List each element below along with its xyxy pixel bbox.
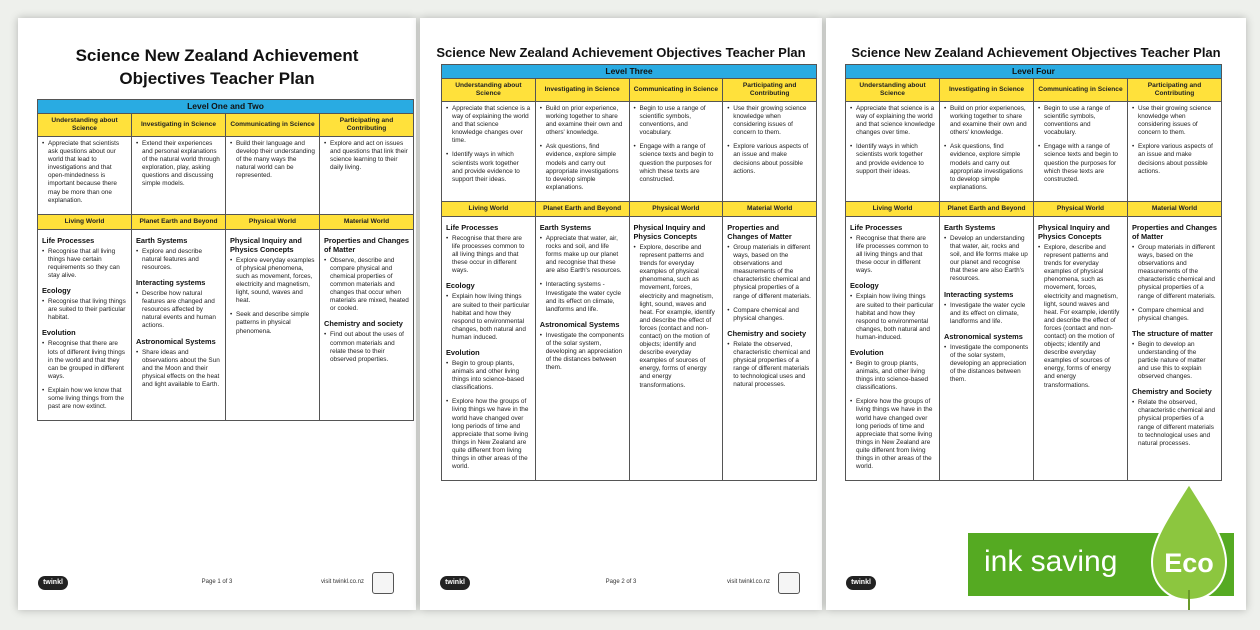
- objective-list: [230, 257, 315, 336]
- objective-item: • Engage with a range of science texts and begin to question the purposes for which these texts are constructed.: [634, 143, 719, 183]
- objective-list: [446, 360, 531, 471]
- objective-item: • Explore, describe and represent patterns and trends for everyday examples of physical phenomena, such as movement, forces, electricity and magnetism, light, sound, waves and heat. For example, identify and describe the effect of forces (contact and non-contact) on the motion of objects; identify and describe everyday examples of sources of energy, forms of energy and energy transformations.: [634, 244, 719, 390]
- level-row: [442, 65, 817, 79]
- page-number: Page 1 of 3: [201, 579, 233, 585]
- website-link: visit twinkl.co.nz: [320, 579, 364, 585]
- objective-item: • Compare chemical and physical changes.: [1132, 307, 1217, 323]
- level-heading: Level One and Two: [38, 100, 414, 114]
- objective-list: [42, 140, 127, 205]
- strand-cell: [1128, 102, 1222, 202]
- world-row: [846, 216, 1222, 480]
- world-cell: [38, 229, 132, 420]
- objective-item: • Recognise that there are life processes common to all living things and that these occur in different ways.: [850, 235, 935, 275]
- objective-list: [136, 290, 221, 330]
- objective-list: [136, 140, 221, 189]
- ink-saving-label: ink saving: [984, 545, 1118, 578]
- world-cell: [320, 229, 414, 420]
- objective-list: [1132, 105, 1217, 176]
- objective-list: [1132, 399, 1217, 448]
- objective-list: [1038, 244, 1123, 390]
- objective-list: [634, 105, 719, 184]
- strand-cell: [38, 137, 132, 215]
- subheading: Physical Inquiry and Physics Concepts: [1038, 222, 1110, 241]
- world-cell: [1128, 216, 1222, 480]
- objective-item: • Relate the observed, characteristic chemical and physical properties of a range of different materials to technological uses and natural processes.: [1132, 399, 1217, 448]
- subheading: Physical Inquiry and Physics Concepts: [230, 235, 302, 254]
- strand-header: Investigating in Science: [940, 79, 1034, 102]
- subheading: The structure of matter: [1132, 328, 1213, 338]
- objective-item: • Begin to group plants, animals and other living things into science-based classifications.: [446, 360, 531, 392]
- strand-header: Investigating in Science: [535, 79, 629, 102]
- world-header: Material World: [320, 214, 414, 229]
- strand-header: Participating and Contributing: [1128, 79, 1222, 102]
- objective-item: • Compare chemical and physical changes.: [727, 307, 812, 323]
- objective-list: [727, 105, 812, 176]
- objective-item: • Recognise that living things are suited to their particular habitat.: [42, 298, 127, 322]
- strand-cell: [535, 102, 629, 202]
- eco-leaf-icon: [1146, 480, 1232, 610]
- subheading: Physical Inquiry and Physics Concepts: [633, 222, 706, 241]
- objective-item: • Use their growing science knowledge when considering issues of concern to them.: [727, 105, 812, 137]
- objective-list: [324, 140, 409, 172]
- strand-cell: [846, 102, 940, 202]
- strand-cell: [629, 102, 723, 202]
- strand-cell: [1034, 102, 1128, 202]
- objective-item: • Explore various aspects of an issue and make decisions about possible actions.: [727, 143, 812, 175]
- objective-list: [944, 235, 1029, 284]
- strand-header-row: [38, 114, 414, 137]
- strand-header: Investigating in Science: [132, 114, 226, 137]
- objective-list: [446, 105, 531, 184]
- objective-item: • Investigate the water cycle and its effect on climate, landforms and life.: [944, 302, 1029, 326]
- level-row: [846, 65, 1222, 79]
- world-header: Living World: [442, 201, 536, 216]
- subheading: Chemistry and society: [324, 319, 403, 329]
- objective-item: • Recognise that all living things have certain requirements so they can stay alive.: [42, 248, 127, 280]
- objective-list: [446, 293, 531, 342]
- world-cell: [846, 216, 940, 480]
- objective-list: [42, 298, 127, 322]
- world-row: [38, 229, 414, 420]
- level-heading: Level Four: [846, 65, 1222, 79]
- world-cell: [442, 216, 536, 480]
- objective-item: • Explain how living things are suited to their particular habitat and how they respond to environmental changes, both natural and human-induced.: [850, 293, 935, 342]
- subheading: Life Processes: [850, 222, 903, 232]
- objective-item: • Explore and describe natural features and resources.: [136, 248, 221, 272]
- world-cell: [226, 229, 320, 420]
- world-cell: [629, 216, 723, 480]
- objectives-table: [845, 64, 1222, 481]
- objective-item: • Relate the observed, characteristic chemical and physical properties of a range of different materials to technological uses and natural processes.: [727, 341, 812, 390]
- strand-row: [38, 137, 414, 215]
- objective-list: [42, 248, 127, 280]
- objective-item: • Begin to use a range of scientific symbols, conventions and vocabulary.: [1038, 105, 1123, 137]
- subheading: Earth Systems: [539, 222, 592, 232]
- objective-list: [446, 235, 531, 275]
- strand-row: [846, 102, 1222, 202]
- website-link: visit twinkl.co.nz: [726, 579, 770, 585]
- strand-row: [442, 102, 817, 202]
- level-row: [38, 100, 414, 114]
- subheading: Evolution: [446, 347, 480, 357]
- objective-item: • Explore everyday examples of physical phenomena, such as movement, forces, electricity and magnetism, light, sound, waves and heat.: [230, 257, 315, 306]
- strand-header: Understanding about Science: [846, 79, 940, 102]
- objective-item: • Engage with a range of science texts and begin to question the purposes for which these texts are constructed.: [1038, 143, 1123, 183]
- objective-item: • Share ideas and observations about the Sun and the Moon and their physical effects on the heat and light available to Earth.: [136, 349, 221, 389]
- strand-header: Participating and Contributing: [320, 114, 414, 137]
- world-header: Planet Earth and Beyond: [535, 201, 629, 216]
- subheading: Earth Systems: [136, 235, 188, 245]
- strand-header: Communicating in Science: [226, 114, 320, 137]
- objective-item: • Investigate the components of the solar system, developing an appreciation of the distances between them.: [944, 344, 1029, 384]
- twinkl-logo: twinkl: [846, 576, 876, 590]
- subheading: Astronomical Systems: [136, 336, 216, 346]
- strand-header-row: [846, 79, 1222, 102]
- quality-badge-icon: [372, 572, 394, 594]
- world-header-row: [38, 214, 414, 229]
- objective-item: • Identify ways in which scientists work together and provide evidence to support their ideas.: [850, 143, 935, 175]
- world-cell: [723, 216, 817, 480]
- subheading: Chemistry and Society: [1132, 387, 1212, 397]
- objective-item: • Explore various aspects of an issue and make decisions about possible actions.: [1132, 143, 1217, 175]
- objective-item: • Group materials in different ways, based on the observations and measurements of the characteristic chemical and physical properties of a range of different materials.: [727, 244, 812, 301]
- subheading: Properties and Changes of Matter: [1132, 222, 1218, 241]
- strand-header: Communicating in Science: [1034, 79, 1128, 102]
- world-header: Physical World: [226, 214, 320, 229]
- objective-item: • Appreciate that science is a way of explaining the world and that science knowledge changes over time.: [850, 105, 935, 137]
- objective-list: [944, 344, 1029, 384]
- objective-item: • Build on prior experience, working together to share and examine their own and others' knowledge.: [540, 105, 625, 137]
- world-cell: [535, 216, 629, 480]
- page-title: Science New Zealand Achievement Objectives Teacher Plan: [436, 45, 806, 60]
- subheading: Ecology: [42, 286, 71, 296]
- subheading: Ecology: [850, 281, 879, 291]
- objective-item: • Extend their experiences and personal explanations of the natural world through exploration, play, asking questions and discussing simple models.: [136, 140, 221, 189]
- objective-list: [540, 235, 625, 314]
- strand-cell: [940, 102, 1034, 202]
- objective-item: • Explore how the groups of living things we have in the world have changed over long periods of time and appreciate that some living things in New Zealand are quite different from living things in other areas of the world.: [446, 398, 531, 471]
- subheading: Life Processes: [42, 235, 95, 245]
- strand-header-row: [442, 79, 817, 102]
- subheading: Properties and Changes of Matter: [324, 235, 410, 254]
- objective-item: • Interacting systems - Investigate the water cycle and its effect on climate, landforms and life.: [540, 281, 625, 313]
- objective-item: • Seek and describe simple patterns in physical phenomena.: [230, 311, 315, 335]
- objective-item: • Begin to group plants, animals, and other living things into science-based classifications.: [850, 360, 935, 392]
- objective-list: [850, 235, 935, 275]
- objective-list: [944, 105, 1029, 192]
- world-header-row: [846, 201, 1222, 216]
- quality-badge-icon: [778, 572, 800, 594]
- strand-cell: [320, 137, 414, 215]
- subheading: Earth Systems: [944, 222, 996, 232]
- world-header: Living World: [38, 214, 132, 229]
- objective-item: • Ask questions, find evidence, explore simple models and carry out appropriate investigations to develop simple explanations.: [540, 143, 625, 192]
- world-row: [442, 216, 817, 480]
- objective-item: • Investigate the components of the solar system, developing an appreciation of the distances between them.: [540, 332, 625, 372]
- objective-item: • Identify ways in which scientists work together and provide evidence to support their ideas.: [446, 151, 531, 183]
- objective-list: [324, 331, 409, 363]
- objective-item: • Explain how we know that some living things from the past are now extinct.: [42, 387, 127, 411]
- strand-cell: [723, 102, 817, 202]
- objective-list: [1132, 244, 1217, 323]
- subheading: Astronomical Systems: [539, 319, 620, 329]
- strand-cell: [442, 102, 536, 202]
- objective-item: • Find out about the uses of common materials and relate these to their observed properties.: [324, 331, 409, 363]
- subheading: Evolution: [42, 328, 76, 338]
- objective-list: [42, 340, 127, 411]
- objective-item: • Group materials in different ways, based on the observations and measurements of the characteristic chemical and physical properties of a range of different materials.: [1132, 244, 1217, 301]
- objective-list: [136, 248, 221, 272]
- world-header-row: [442, 201, 817, 216]
- objective-list: [324, 257, 409, 314]
- strand-cell: [226, 137, 320, 215]
- objective-item: • Recognise that there are lots of different living things in the world and that they can be grouped in different ways.: [42, 340, 127, 380]
- objective-list: [850, 105, 935, 176]
- objective-item: • Explore, describe and represent patterns and trends for everyday examples of physical phenomena, such as movement, forces, electricity and magnetism, light, sound waves and heat. For example, identify and describe the effect of forces (contact and non-contact) on the motion of objects; identify and describe everyday examples of sources of energy, forms of energy and energy transformations.: [1038, 244, 1123, 390]
- objective-item: • Explore and act on issues and questions that link their science learning to their daily living.: [324, 140, 409, 172]
- objective-list: [944, 302, 1029, 326]
- objective-list: [136, 349, 221, 389]
- page-title: Science New Zealand Achievement Objectives Teacher Plan: [851, 45, 1221, 60]
- subheading: Life Processes: [446, 222, 499, 232]
- objective-item: • Appreciate that science is a way of explaining the world and that science knowledge changes over time.: [446, 105, 531, 145]
- twinkl-logo: twinkl: [440, 576, 470, 590]
- objective-item: • Explain how living things are suited to their particular habitat and how they respond to environmental changes, both natural and human induced.: [446, 293, 531, 342]
- objective-item: • Appreciate that water, air, rocks and soil, and life forms make up our planet and recognise that these are also Earth's resources.: [540, 235, 625, 275]
- world-header: Material World: [1128, 201, 1222, 216]
- page-footer: [36, 572, 398, 596]
- subheading: Ecology: [446, 281, 475, 291]
- world-cell: [132, 229, 226, 420]
- objective-item: • Recognise that there are life processes common to all living things and that these occur in different ways.: [446, 235, 531, 275]
- strand-cell: [132, 137, 226, 215]
- objectives-table: [37, 99, 414, 421]
- objective-list: [1038, 105, 1123, 184]
- strand-header: Communicating in Science: [629, 79, 723, 102]
- objectives-table: [441, 64, 817, 481]
- world-header: Material World: [723, 201, 817, 216]
- objective-item: • Observe, describe and compare physical and chemical properties of common materials and changes that occur when materials are mixed, heated or cooled.: [324, 257, 409, 314]
- strand-header: Understanding about Science: [442, 79, 536, 102]
- subheading: Interacting systems: [136, 278, 206, 288]
- objective-list: [230, 140, 315, 180]
- strand-header: Understanding about Science: [38, 114, 132, 137]
- page-title: Science New Zealand Achievement Objectives Teacher Plan: [75, 46, 359, 88]
- objective-list: [540, 105, 625, 192]
- page-footer: [438, 572, 804, 596]
- page-1: [18, 18, 416, 610]
- objective-list: [540, 332, 625, 372]
- world-header: Planet Earth and Beyond: [940, 201, 1034, 216]
- objective-list: [850, 360, 935, 471]
- objective-item: • Explore how the groups of living things we have in the world have changed over long periods of time and appreciate that some living things in New Zealand are quite different from living things in other areas of the world.: [850, 398, 935, 471]
- world-header: Physical World: [629, 201, 723, 216]
- level-heading: Level Three: [442, 65, 817, 79]
- objective-item: • Develop an understanding that water, air, rocks and soil, and life forms make up our planet and recognise that these are also Earth's resources.: [944, 235, 1029, 284]
- subheading: Chemistry and society: [727, 328, 807, 338]
- strand-header: Participating and Contributing: [723, 79, 817, 102]
- objective-item: • Use their growing science knowledge when considering issues of concern to them.: [1132, 105, 1217, 137]
- world-header: Planet Earth and Beyond: [132, 214, 226, 229]
- subheading: Properties and Changes of Matter: [727, 222, 792, 241]
- eco-badge-label: Eco: [1164, 548, 1214, 578]
- objective-item: • Describe how natural features are changed and resources affected by natural events and human actions.: [136, 290, 221, 330]
- objective-item: • Begin to develop an understanding of the particle nature of matter and use this to explain observed changes.: [1132, 341, 1217, 381]
- objective-list: [727, 341, 812, 390]
- objective-list: [634, 244, 719, 390]
- subheading: Astronomical systems: [944, 331, 1023, 341]
- subheading: Interacting systems: [944, 289, 1014, 299]
- page-number: Page 2 of 3: [605, 579, 637, 585]
- objective-item: • Appreciate that scientists ask questions about our world that lead to investigations and that open-mindedness is important because there may be more than one explanation.: [42, 140, 127, 205]
- objective-item: • Ask questions, find evidence, explore simple models and carry out appropriate investigations to develop simple explanations.: [944, 143, 1029, 192]
- subheading: Evolution: [850, 347, 884, 357]
- world-header: Physical World: [1034, 201, 1128, 216]
- objective-list: [727, 244, 812, 323]
- page-2: [420, 18, 822, 610]
- objective-item: • Build on prior experiences, working together to share and examine their own and others' knowledge.: [944, 105, 1029, 137]
- objective-list: [850, 293, 935, 342]
- objective-item: • Begin to use a range of scientific symbols, conventions, and vocabulary.: [634, 105, 719, 137]
- objective-list: [1132, 341, 1217, 381]
- twinkl-logo: twinkl: [38, 576, 68, 590]
- world-cell: [940, 216, 1034, 480]
- world-header: Living World: [846, 201, 940, 216]
- objective-item: • Build their language and develop their understanding of the many ways the natural world can be represented.: [230, 140, 315, 180]
- world-cell: [1034, 216, 1128, 480]
